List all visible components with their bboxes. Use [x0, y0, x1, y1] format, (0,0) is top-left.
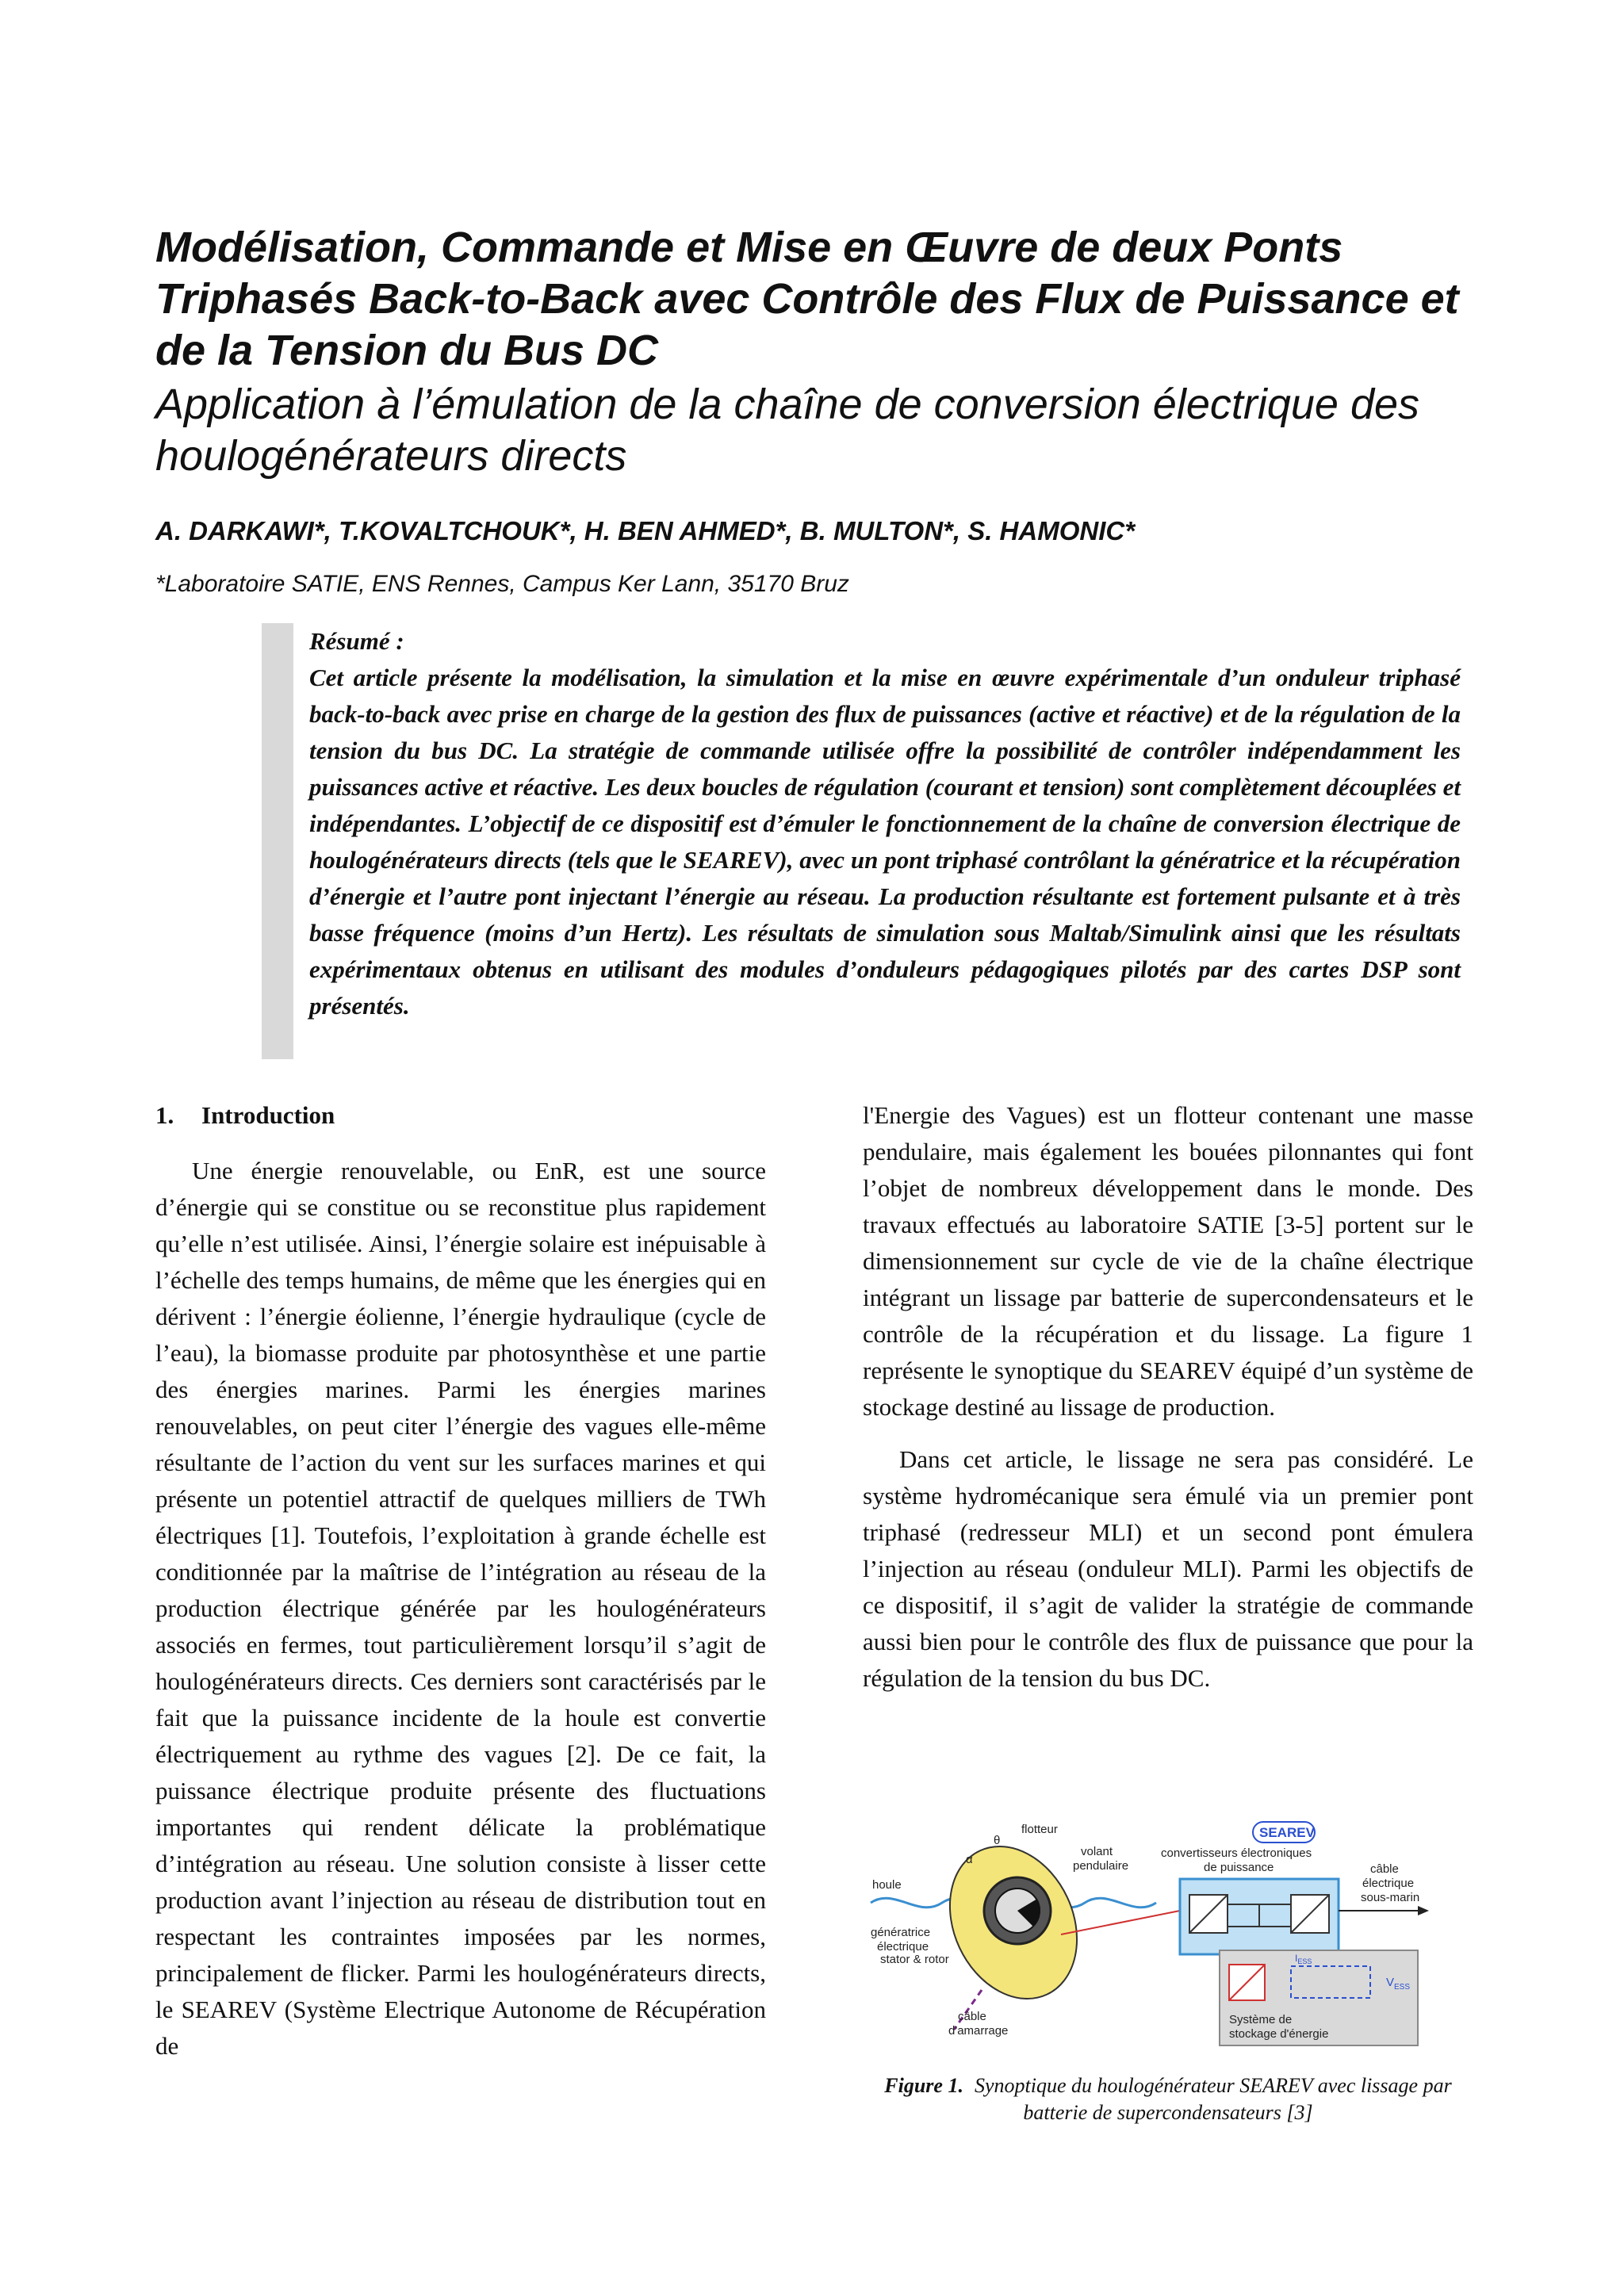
label-cable-amarrage-2: d'amarrage: [948, 2024, 1009, 2038]
label-houle: houle: [872, 1878, 902, 1892]
label-vess: $V_{ESS}$: [1386, 1976, 1411, 1992]
label-iess: $I_{ESS}$: [1295, 1953, 1312, 1965]
label-theta: θ: [994, 1834, 1001, 1847]
section-number: 1.: [155, 1101, 174, 1129]
section-heading-introduction: [155, 1097, 766, 1134]
abstract-sidebar-bar: [262, 623, 293, 1059]
arrow-right-icon: [1418, 1906, 1429, 1915]
affiliation: *Laboratoire SATIE, ENS Rennes, Campus Ker Lann, 35170 Bruz: [155, 571, 849, 597]
label-cable-sm-1: câble: [1370, 1862, 1399, 1876]
label-stockage-2: stockage d'énergie: [1229, 2027, 1329, 2041]
label-stockage-1: Système de: [1229, 2013, 1293, 2026]
label-electrique: électrique: [877, 1940, 929, 1954]
label-alpha: α: [966, 1853, 973, 1866]
label-volant: volant: [1081, 1845, 1113, 1858]
figure-1-caption-text: Synoptique du houlogénérateur SEAREV avec lissage par batterie de supercondensateurs [3]: [974, 2074, 1452, 2124]
label-stator-rotor: stator & rotor: [880, 1953, 949, 1966]
label-cable-sm-2: électrique: [1362, 1877, 1415, 1890]
label-de-puissance: de puissance: [1204, 1861, 1274, 1874]
intro-paragraph-2: l'Energie des Vagues) est un flotteur contenant une masse pendulaire, mais également les bouées pilonnantes qui font l’objet de nombreux développement dans le monde. Des travaux effectués au laboratoire SATIE [3-5] portent sur le dimensionnement sur cycle de vie de la chaîne électrique intégrant un lissage par batterie de supercondensateurs et le contrôle de la récupération et du lissage. La figure 1 représente le synoptique du SEAREV équipé d’un système de stockage destiné au lissage de production.: [863, 1101, 1473, 1421]
searev-synoptic-diagram: [863, 1816, 1473, 2053]
abstract-text: Cet article présente la modélisation, la simulation et la mise en œuvre expérimentale d’un onduleur triphasé back-to-back avec prise en charge de la gestion des flux de puissances (active et réactive) et de la régulation de la tension du bus DC. La stratégie de commande utilisée offre la possibilité de contrôler indépendamment les puissances active et réactive. Les deux boucles de régulation (courant et tension) sont complètement découplées et indépendantes. L’objectif de ce dispositif est d’émuler le fonctionnement de la chaîne de conversion électrique de houlogénérateurs directs (tels que le SEAREV), avec un pont triphasé contrôlant la génératrice et la récupération d’énergie et l’autre pont injectant l’énergie au réseau. La production résultante est fortement pulsante et à très basse fréquence (moins d’un Hertz). Les résultats de simulation sous Maltab/Simulink ainsi que les résultats expérimentaux obtenus en utilisant des modules d’onduleurs pédagogiques pilotés par des cartes DSP sont présentés.: [309, 664, 1461, 1020]
paper-subtitle: Application à l’émulation de la chaîne de conversion électrique des houlogénérateurs directs: [155, 381, 1420, 480]
section-title: Introduction: [201, 1101, 335, 1129]
label-generatrice: génératrice: [871, 1926, 931, 1939]
label-flotteur: flotteur: [1021, 1823, 1058, 1836]
figure-1: [863, 1816, 1473, 2053]
intro-paragraph-3: Dans cet article, le lissage ne sera pas considéré. Le système hydromécanique sera émulé via un premier pont triphasé (redresseur MLI) et un second pont émulera l’injection au réseau (onduleur MLI). Parmi les objectifs de ce dispositif, il s’agit de valider la stratégie de commande aussi bien pour le contrôle des flux de puissance que pour la régulation de la tension du bus DC.: [863, 1445, 1473, 1692]
right-column: [863, 1097, 1473, 1697]
label-cable-sm-3: sous-marin: [1361, 1891, 1420, 1904]
label-pendulaire: pendulaire: [1073, 1859, 1129, 1873]
paper-title: Modélisation, Commande et Mise en Œuvre de deux Ponts Triphasés Back-to-Back avec Contrôle des Flux de Puissance et de la Tension du Bus DC: [155, 224, 1459, 374]
label-cable-amarrage-1: câble: [958, 2010, 986, 2023]
figure-1-caption: [863, 2072, 1473, 2126]
power-cable-line: [1061, 1911, 1180, 1934]
abstract-label: Résumé :: [309, 627, 404, 655]
label-searev: SEAREV: [1259, 1825, 1315, 1840]
intro-paragraph-1: Une énergie renouvelable, ou EnR, est une source d’énergie qui se constitue ou se reconstitue plus rapidement qu’elle n’est utilisée. Ainsi, l’énergie solaire est inépuisable à l’échelle des temps humains, de même que les énergies qui en dérivent : l’énergie éolienne, l’énergie hydraulique (cycle de l’eau), la biomasse produite par photosynthèse et une partie des énergies marines. Parmi les énergies marines renouvelables, on peut citer l’énergie des vagues elle-même résultante de l’action du vent sur les surfaces marines et qui présente un potentiel attractif de quelques milliers de TWh électriques [1]. Toutefois, l’exploitation à grande échelle est conditionnée par la maîtrise de l’intégration au réseau de la production électrique générée par les houlogénérateurs associés en fermes, tout particulièrement lorsqu’il s’agit de houlogénérateurs directs. Ces derniers sont caractérisés par le fait que la puissance incidente de la houle est convertie électriquement au rythme des vagues [2]. De ce fait, la puissance électrique produite présente des fluctuations importantes qui rendent délicate la problématique d’intégration au réseau. Une solution consiste à lisser cette production avant l’injection au réseau de distribution tout en respectant les contraintes imposées par les normes, principalement de flicker. Parmi les houlogénérateurs directs, le SEAREV (Système Electrique Autonome de Récupération de: [155, 1157, 766, 2060]
label-convertisseurs: convertisseurs électroniques: [1161, 1846, 1312, 1860]
figure-1-caption-label: Figure 1.: [884, 2074, 963, 2097]
authors: A. DARKAWI*, T.KOVALTCHOUK*, H. BEN AHMED*, B. MULTON*, S. HAMONIC*: [155, 516, 1136, 545]
abstract: [309, 623, 1461, 1024]
left-column: [155, 1097, 766, 2064]
